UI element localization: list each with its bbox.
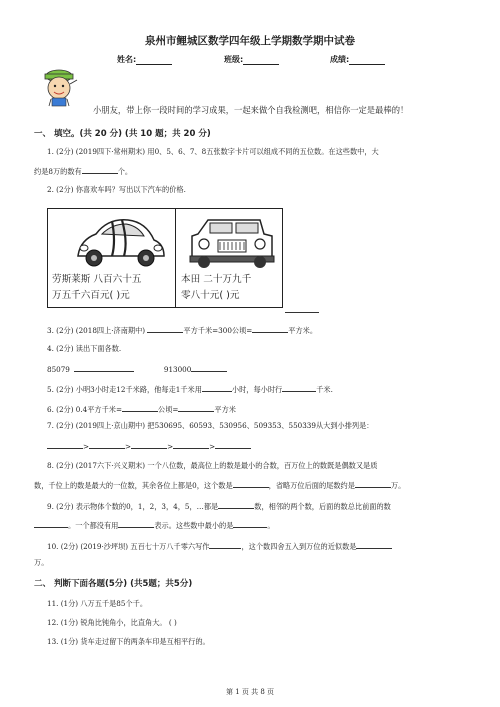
beetle-car-icon [72, 212, 168, 270]
q10-line2: 万。 [34, 558, 49, 567]
name-field [117, 54, 172, 65]
q12-text: 12. (1分) 锐角比钝角小，比直角大。 ( ) [47, 618, 177, 627]
name-blank[interactable] [136, 55, 172, 65]
car1-caption-line1: 劳斯莱斯 八百六十五 [52, 274, 142, 285]
q10-line1: 10. (2分) (2019·沙坪坝) 五百七十万八千零六写作 ，这个数四舍五入到万位的近似数是 [47, 540, 392, 552]
class-label: 班级: [224, 55, 244, 64]
q1-line2: 约是8万的数有 个。 [34, 167, 133, 176]
q6-blank-2[interactable] [178, 403, 214, 412]
q4-numbers: 85079 913000 [47, 363, 227, 375]
q7-text: 7. (2分) (2019四上·京山期中) 把530695、60593、530956、509353、550339从大到小排列是： [47, 421, 374, 430]
q8-blank-1[interactable] [233, 479, 269, 488]
q5: 5. (2分) 小明3小时走12千米路，他每走1千米用 小时，每小时行 千米. [47, 385, 333, 394]
q9-blank-1[interactable] [218, 500, 254, 509]
q9-line1: 9. (2分) 表示物体个数的0，1，2，3，4，5，…都是 数，相邻的两个数，后面的数总比前面的数 [47, 502, 391, 511]
name-label: 姓名: [117, 55, 137, 64]
jeep-car-icon [184, 212, 280, 270]
q4-blank-2[interactable] [191, 363, 227, 372]
q1-blank[interactable] [82, 165, 118, 174]
q10-blank-1[interactable] [209, 540, 241, 549]
score-label: 成绩: [330, 55, 350, 64]
q4-blank-1[interactable] [74, 363, 134, 372]
q3-blank-1[interactable] [147, 324, 183, 333]
q8-line1: 8. (2分) (2017六下·兴义期末) 一个八位数，最高位上的数是最小的合数，百万位上的数既是偶数又是质 [47, 461, 378, 470]
q13-text: 13. (1分) 货车走过留下的两条车印是互相平行的。 [47, 637, 210, 646]
q6-blank-1[interactable] [122, 403, 158, 412]
q9-blank-4[interactable] [233, 519, 267, 528]
q9-blank-3[interactable] [118, 519, 154, 528]
q4-text: 4. (2分) 读出下面各数. [47, 344, 122, 353]
figure-divider [175, 209, 176, 307]
section-1-title: 一、 填空。(共 20 分) (共 10 题；共 20 分) [34, 129, 211, 139]
car2-caption-line2: 零八十元( )元 [181, 290, 240, 301]
q7-order-line: > > > > [47, 440, 251, 452]
q1-line1: 1. (2分) (2019四下·常州期末) 用0、5、6、7、8五张数字卡片可以组成不同的五位数。在这些数中，大 [47, 147, 379, 156]
q11-text: 11. (1分) 八万五千是85个千。 [47, 599, 148, 608]
q7-blank-1[interactable] [47, 440, 83, 449]
q5-blank-1[interactable] [202, 383, 232, 392]
class-blank[interactable] [243, 55, 279, 65]
q10-blank-2[interactable] [356, 540, 392, 549]
q7-blank-2[interactable] [89, 440, 125, 449]
score-blank[interactable] [349, 55, 385, 65]
q3: 3. (2分) (2018四上·济南期中) 平方千米=300公顷= 平方米。 [47, 326, 318, 335]
q3-blank-2[interactable] [252, 324, 288, 333]
q6: 6. (2分) 0.4平方千米= 公顷= 平方米 [47, 405, 236, 414]
q5-blank-2[interactable] [282, 383, 316, 392]
q7-blank-5[interactable] [215, 440, 251, 449]
class-field [224, 54, 279, 65]
mascot-icon [41, 66, 81, 108]
page-title: 泉州市鲤城区数学四年级上学期数学期中试卷 [145, 35, 355, 47]
q8-line2: 数，千位上的数是最大的一位数，其余各位上都是0，这个数是 ，省略万位后面的尾数约是 万。 [34, 481, 406, 490]
q9-line2: 。一个都没有用 表示。这些数中最小的是 。 [34, 519, 275, 531]
q7-blank-3[interactable] [131, 440, 167, 449]
q2-answer-blank[interactable] [285, 304, 319, 313]
q7-blank-4[interactable] [173, 440, 209, 449]
q8-blank-2[interactable] [355, 479, 391, 488]
car1-caption-line2: 万五千六百元( )元 [52, 290, 130, 301]
encouragement-text: 小朋友，带上你一段时间的学习成果，一起来做个自我检测吧，相信你一定是最棒的！ [93, 105, 409, 115]
car2-caption-line1: 本田 二十万九千 [181, 274, 252, 285]
car-price-figure [47, 208, 283, 308]
q9-blank-2[interactable] [34, 519, 68, 528]
score-field [330, 54, 385, 65]
page-footer: 第 1 页 共 8 页 [225, 688, 275, 696]
section-2-title: 二、 判断下面各题(5分) (共5题；共5分) [34, 579, 193, 589]
q2-text: 2. (2分) 你喜欢车吗？写出以下汽车的价格. [47, 185, 186, 194]
